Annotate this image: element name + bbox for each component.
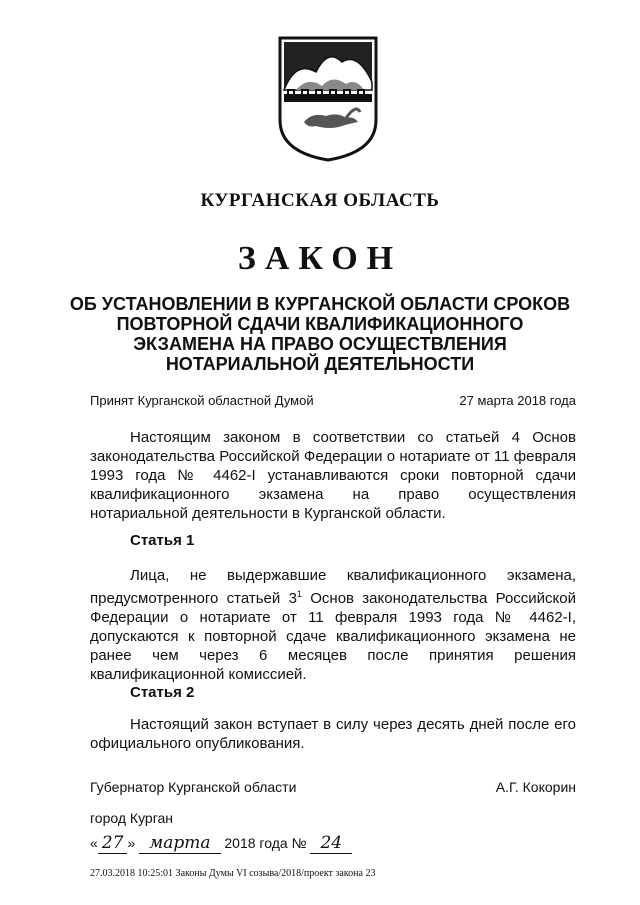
date-number-line bbox=[90, 833, 352, 854]
signature-block bbox=[90, 779, 576, 795]
superscript: 1 bbox=[296, 589, 302, 599]
subject-line: ПОВТОРНОЙ СДАЧИ КВАЛИФИКАЦИОННОГО bbox=[116, 314, 524, 334]
coat-of-arms-emblem bbox=[276, 34, 380, 162]
article-1-heading: Статья 1 bbox=[130, 532, 195, 549]
quote-mark: » bbox=[127, 835, 136, 851]
region-title: КУРГАНСКАЯ ОБЛАСТЬ bbox=[200, 190, 440, 211]
signer-name: А.Г. Кокорин bbox=[495, 779, 576, 795]
quote-mark: « bbox=[90, 835, 98, 851]
adoption-date: 27 марта 2018 года bbox=[459, 393, 576, 408]
year-number-text: 2018 года № bbox=[224, 835, 307, 851]
handwritten-month: марта bbox=[139, 833, 220, 854]
article-2-body bbox=[90, 715, 576, 753]
subject-line: ОБ УСТАНОВЛЕНИИ В КУРГАНСКОЙ ОБЛАСТИ СРОКОВ bbox=[69, 294, 571, 314]
article-1-text bbox=[90, 566, 576, 684]
subject-line: НОТАРИАЛЬНОЙ ДЕЯТЕЛЬНОСТИ bbox=[165, 354, 475, 374]
handwritten-day: 27 bbox=[98, 833, 128, 854]
preamble bbox=[90, 428, 576, 523]
document-footer: 27.03.2018 10:25:01 Законы Думы VI созыва/2018/проект закона 23 bbox=[90, 868, 376, 879]
preamble-text: Настоящим законом в соответствии со статьей 4 Основ законодательства Российской Федерации о нотариате от 11 февраля 1993 года № 4462-I устанавливаются сроки повторной сдачи квалификационного экзамена на право осуществления нотариальной деятельности в Курганской области. bbox=[90, 429, 576, 522]
adoption-line bbox=[90, 393, 576, 408]
law-subject bbox=[60, 294, 580, 374]
adopted-by: Принят Курганской областной Думой bbox=[90, 393, 314, 408]
article-1-text-part: Основ законодательства Российской Федерации о нотариате от 11 февраля 1993 года № 4462-I, допускаются к повторной сдаче квалификационного экзамена не ранее чем через 6 месяцев после принятия решения квалификационной комиссией. bbox=[90, 590, 576, 683]
handwritten-number: 24 bbox=[310, 833, 352, 854]
article-2-text: Настоящий закон вступает в силу через десять дней после его официального опубликования. bbox=[90, 716, 576, 752]
signer-position: Губернатор Курганской области bbox=[90, 779, 297, 795]
subject-line: ЭКЗАМЕНА НА ПРАВО ОСУЩЕСТВЛЕНИЯ bbox=[133, 334, 507, 354]
article-1-body bbox=[90, 566, 576, 684]
article-1-text-part: Лица, не выдержавшие квалификационного экзамена, предусмотренного статьей 3 bbox=[90, 567, 576, 607]
place: город Курган bbox=[90, 810, 174, 826]
law-title: ЗАКОН bbox=[237, 240, 403, 277]
article-2-heading: Статья 2 bbox=[130, 684, 195, 701]
